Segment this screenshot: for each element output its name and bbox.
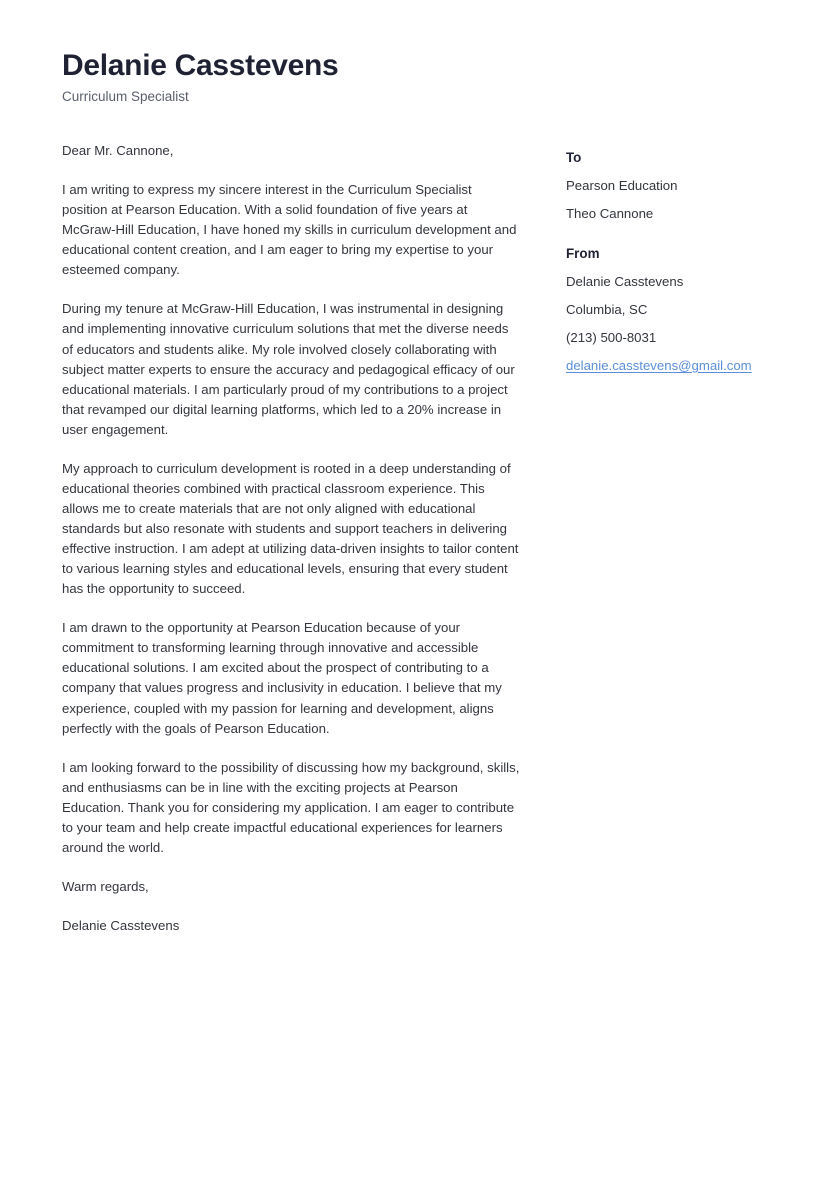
sender-location: Columbia, SC <box>566 302 648 318</box>
sender-block <box>566 245 796 375</box>
letter-header <box>62 49 662 105</box>
candidate-job-title: Curriculum Specialist <box>62 88 189 104</box>
candidate-name: Delanie Casstevens <box>62 49 339 82</box>
recipient-contact-person: Theo Cannone <box>566 206 654 222</box>
sender-name: Delanie Casstevens <box>566 274 684 290</box>
recipient-block <box>566 149 796 223</box>
letter-paragraph-5: I am looking forward to the possibility of discussing how my background, skills, and enthusiasms can be in line with the exciting projects at Pearson Education. Thank you for considering my application. I am eager to contribute to your team and help create impactful educational experiences for learners around the world. <box>62 759 520 855</box>
sender-phone: (213) 500-8031 <box>566 330 657 346</box>
salutation: Dear Mr. Cannone, <box>62 143 174 158</box>
closing-salutation: Warm regards, <box>62 878 149 894</box>
letter-paragraph-4: I am drawn to the opportunity at Pearson Education because of your commitment to transforming learning through innovative and accessible educational solutions. I am excited about the prospect of contributing to a company that values progress and inclusivity in education. I believe that my experience, coupled with my passion for learning and development, aligns perfectly with the goals of Pearson Education. <box>62 620 502 736</box>
sender-email-link[interactable]: delanie.casstevens@gmail.com <box>566 357 752 373</box>
letter-body-column <box>62 141 520 936</box>
letter-paragraph-2: During my tenure at McGraw-Hill Education, I was instrumental in designing and implementing innovative curriculum solutions that met the diverse needs of educators and students alike. My role involved closely collaborating with subject matter experts to ensure the accuracy and pedagogical efficacy of our educational materials. I am particularly proud of my contributions to a project that revamped our digital learning platforms, which led to a 20% increase in user engagement. <box>62 301 515 437</box>
recipient-company: Pearson Education <box>566 178 678 194</box>
letter-paragraph-3: My approach to curriculum development is rooted in a deep understanding of educational theories combined with practical classroom experience. This allows me to create materials that are not only aligned with educational standards but also resonate with students and support teachers in delivering effective instruction. I am adept at utilizing data-driven insights to tailor content to various learning styles and educational levels, ensuring that every student has the opportunity to succeed. <box>62 460 519 597</box>
letter-paragraph-1: I am writing to express my sincere interest in the Curriculum Specialist position at Pearson Education. With a solid foundation of five years at McGraw-Hill Education, I have honed my skills in curriculum development and educational content creation, and I am eager to bring my expertise to your esteemed company. <box>62 182 517 278</box>
recipient-heading: To <box>566 150 582 165</box>
signature-name: Delanie Casstevens <box>62 918 180 933</box>
letter-meta-column <box>566 149 796 375</box>
sender-heading: From <box>566 246 600 262</box>
